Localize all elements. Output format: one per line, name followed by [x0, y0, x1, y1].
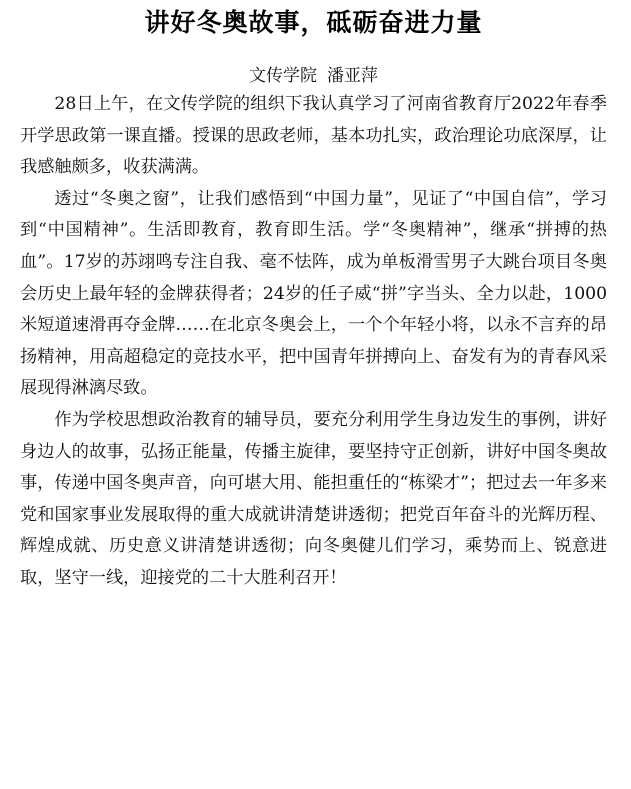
paragraph-1: 28日上午，在文传学院的组织下我认真学习了河南省教育厅2022年春季开学思政第一课直播。授课的思政老师，基本功扎实，政治理论功底深厚，让我感触颇多，收获满满。 — [20, 94, 607, 178]
paragraph-2: 透过“冬奥之窗”，让我们感悟到“中国力量”，见证了“中国自信”，学习到“中国精神”。生活即教育，教育即生活。学“冬奥精神”，继承“拼搏的热血”。17岁的苏翊鸣专注自我、毫不怯阵，成为单板滑雪男子大跳台项目冬奥会历史上最年轻的金牌获得者；24岁的任子威“拼”字当头、全力以赴，1000米短道速滑再夺金牌……在北京冬奥会上，一个个年轻小将，以永不言弃的昂扬精神，用高超稳定的竞技水平，把中国青年拼搏向上、奋发有为的青春风采展现得淋漓尽致。 — [20, 188, 607, 399]
article-byline — [20, 63, 607, 89]
author-name: 潘亚萍 — [327, 66, 378, 86]
author-department: 文传学院 — [249, 66, 317, 86]
article-title: 讲好冬奥故事，砥砺奋进力量 — [144, 8, 483, 37]
article-body — [20, 89, 607, 595]
paragraph-3: 作为学校思想政治教育的辅导员，要充分利用学生身边发生的事例，讲好身边人的故事，弘扬正能量，传播主旋律，要坚持守正创新，讲好中国冬奥故事，传递中国冬奥声音，向可堪大用、能担重任的“栋梁才”；把过去一年多来党和国家事业发展取得的重大成就讲清楚讲透彻；把党百年奋斗的光辉历程、辉煌成就、历史意义讲清楚讲透彻；向冬奥健儿们学习，乘势而上、锐意进取，坚守一线，迎接党的二十大胜利召开！ — [20, 409, 607, 588]
